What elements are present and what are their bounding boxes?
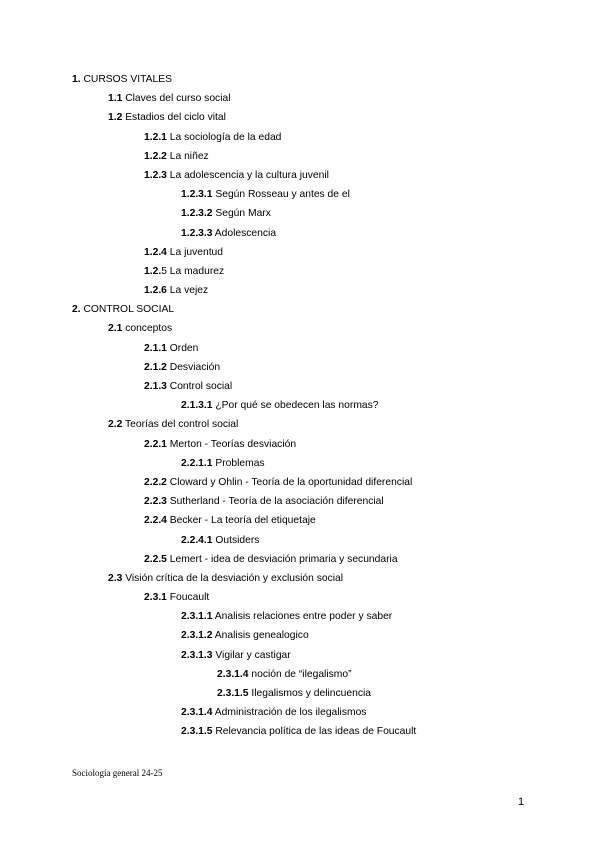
toc-entry-number: 2.2.2 — [144, 476, 167, 488]
toc-entry-title: La juventud — [166, 246, 224, 258]
toc-entry-number: 2. — [72, 304, 81, 316]
toc-entry — [0, 473, 600, 492]
toc-entry-number: 2.3.1.4 — [217, 668, 249, 680]
toc-entry-title: 5 La madurez — [161, 265, 225, 277]
page-number: 1 — [518, 796, 525, 808]
toc-entry — [0, 358, 600, 377]
toc-entry-number: 1.2 — [108, 112, 123, 124]
toc-entry — [0, 722, 600, 741]
toc-entry-title: noción de “ilegalismo” — [248, 668, 352, 680]
toc-entry-title: Orden — [166, 342, 199, 354]
toc-entry-title: Estadios del ciclo vital — [122, 112, 226, 124]
toc-entry-title: Visión crítica de la desviación y exclusión social — [122, 572, 344, 584]
footer-text: Sociología general 24-25 — [72, 768, 163, 778]
toc-entry-number: 2.3.1.3 — [181, 649, 213, 661]
toc-entry — [0, 703, 600, 722]
toc-entry — [0, 243, 600, 262]
toc-entry-title: Lemert - idea de desviación primaria y secundaria — [166, 553, 398, 565]
toc-entry-title: Adolescencia — [212, 227, 277, 239]
toc-entry-title: Vigilar y castigar — [212, 649, 291, 661]
toc-entry — [0, 646, 600, 665]
toc-entry-number: 1.2.4 — [144, 246, 167, 258]
toc-entry — [0, 665, 600, 684]
toc-entry — [0, 550, 600, 569]
toc-entry-title: Problemas — [212, 457, 265, 469]
toc-entry-title: La adolescencia y la cultura juvenil — [166, 169, 329, 181]
toc-entry-number: 1.2.3.2 — [181, 208, 213, 220]
toc-entry-number: 1.2.3 — [144, 169, 167, 181]
toc-entry-number: 1.2. — [144, 265, 162, 277]
toc-entry-number: 2.3 — [108, 572, 123, 584]
toc-entry-title: Analisis genealogico — [212, 630, 309, 642]
toc-entry-number: 1.2.6 — [144, 285, 167, 297]
toc-entry-number: 2.3.1.5 — [217, 688, 249, 699]
toc-entry — [0, 70, 600, 89]
toc-entry — [0, 454, 600, 473]
toc-entry — [0, 607, 600, 626]
toc-entry-title: Teorías del control social — [122, 419, 239, 431]
toc-entry-title: conceptos — [122, 323, 173, 335]
toc-entry-title: La niñez — [166, 150, 209, 162]
toc-entry-number: 2.2.5 — [144, 553, 167, 565]
toc-entry-number: 2.2.4 — [144, 515, 167, 527]
toc-entry — [0, 531, 600, 550]
toc-entry — [0, 89, 600, 108]
toc-entry — [0, 166, 600, 185]
toc-entry — [0, 569, 600, 588]
toc-entry-title: Administración de los ilegalismos — [212, 707, 367, 719]
toc-entry-title: Según Marx — [212, 208, 271, 220]
toc-entry-title: Outsiders — [212, 534, 260, 546]
toc-entry-number: 1.1 — [108, 93, 123, 105]
toc-entry-number: 1. — [72, 74, 81, 85]
toc-entry-title: Merton - Teorías desviación — [166, 438, 297, 450]
toc-entry — [0, 684, 600, 703]
toc-entry-title: La vejez — [166, 285, 209, 297]
toc-entry-title: Ilegalismos y delincuencia — [248, 688, 371, 699]
toc-entry-number: 2.2.1.1 — [181, 457, 213, 469]
toc-entry-number: 2.3.1.2 — [181, 630, 213, 642]
toc-entry — [0, 300, 600, 319]
toc-entry — [0, 281, 600, 300]
toc-entry-title: Según Rosseau y antes de el — [212, 189, 350, 201]
toc-entry-title: CONTROL SOCIAL — [80, 304, 175, 316]
toc-entry-number: 1.2.3.3 — [181, 227, 213, 239]
toc-entry-title: Analisis relaciones entre poder y saber — [212, 611, 393, 623]
toc-entry-title: Control social — [166, 381, 233, 392]
toc-entry-number: 2.2 — [108, 419, 123, 431]
toc-entry-title: La sociología de la edad — [166, 131, 282, 143]
toc-entry-number: 2.3.1.5 — [181, 726, 213, 738]
toc-entry — [0, 262, 600, 281]
toc-entry-number: 2.2.4.1 — [181, 534, 213, 546]
toc-entry-number: 2.1.3 — [144, 381, 167, 392]
toc-entry — [0, 204, 600, 223]
toc-entry-number: 2.3.1.1 — [181, 611, 213, 623]
toc-entry-number: 1.2.2 — [144, 150, 167, 162]
toc-entry — [0, 396, 600, 415]
table-of-contents — [0, 70, 600, 742]
toc-entry-number: 2.1.3.1 — [181, 400, 213, 412]
toc-entry-title: Foucault — [166, 592, 210, 604]
toc-entry-number: 1.2.1 — [144, 131, 167, 143]
toc-entry-number: 2.1 — [108, 323, 123, 335]
toc-entry-number: 2.1.2 — [144, 361, 167, 373]
toc-entry — [0, 415, 600, 434]
toc-entry-number: 2.2.1 — [144, 438, 167, 450]
toc-entry-number: 2.1.1 — [144, 342, 167, 354]
toc-entry-number: 2.2.3 — [144, 496, 167, 508]
toc-entry — [0, 147, 600, 166]
toc-entry — [0, 319, 600, 338]
toc-entry — [0, 588, 600, 607]
toc-entry — [0, 108, 600, 127]
toc-entry — [0, 224, 600, 243]
toc-entry-number: 1.2.3.1 — [181, 189, 213, 201]
toc-entry-title: CURSOS VITALES — [80, 74, 172, 85]
toc-entry-number: 2.3.1 — [144, 592, 167, 604]
toc-entry-title: Claves del curso social — [122, 93, 231, 105]
toc-entry — [0, 339, 600, 358]
toc-entry — [0, 435, 600, 454]
toc-entry-title: Relevancia política de las ideas de Foucault — [212, 726, 417, 738]
toc-entry-title: ¿Por qué se obedecen las normas? — [212, 400, 379, 412]
toc-entry-number: 2.3.1.4 — [181, 707, 213, 719]
toc-entry — [0, 511, 600, 530]
toc-entry — [0, 626, 600, 645]
toc-entry — [0, 128, 600, 147]
toc-entry — [0, 492, 600, 511]
toc-entry-title: Becker - La teoría del etiquetaje — [166, 515, 316, 527]
toc-entry — [0, 377, 600, 396]
toc-entry-title: Cloward y Ohlin - Teoría de la oportunidad diferencial — [166, 476, 413, 488]
toc-entry-title: Desviación — [166, 361, 221, 373]
toc-entry-title: Sutherland - Teoría de la asociación diferencial — [166, 496, 384, 508]
toc-entry — [0, 185, 600, 204]
